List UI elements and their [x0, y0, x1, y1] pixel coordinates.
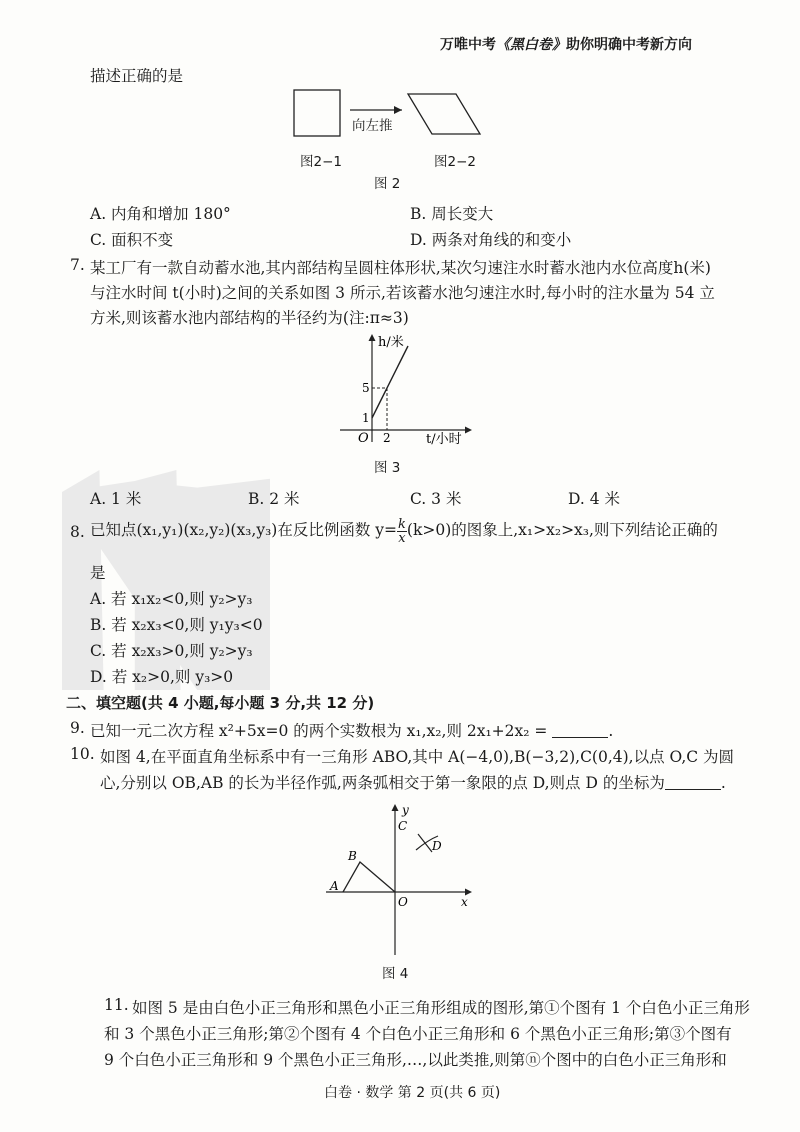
q9-end: . [608, 722, 614, 740]
q7-option-c: C. 3 米 [410, 490, 462, 508]
figure-3-graph [330, 330, 480, 450]
point-a: A [330, 879, 339, 893]
q7-option-b: B. 2 米 [248, 490, 300, 508]
q6-option-a: A. 内角和增加 180° [90, 205, 231, 223]
q6-tail: 描述正确的是 [90, 67, 184, 85]
q7-line-3: 方米,则该蓄水池内部结构的半径约为(注:π≈3) [90, 309, 409, 327]
header-suffix: 助你明确中考新方向 [566, 37, 692, 53]
q8-line-2: 是 [90, 564, 106, 582]
origin-label: O [358, 431, 369, 446]
q10-text: 心,分别以 OB,AB 的长为半径作弧,两条弧相交于第一象限的点 D,则点 D 的坐标为 [100, 774, 665, 792]
tick-5: 5 [362, 381, 370, 395]
arrow-label: 向左推 [352, 118, 393, 134]
q8-pre: 已知点(x₁,y₁)(x₂,y₂)(x₃,y₃)在反比例函数 y= [90, 521, 398, 539]
fraction [397, 518, 407, 545]
y-label: y [402, 803, 409, 817]
fig-2-caption: 图 2 [374, 176, 401, 192]
q7-number: 7. [70, 256, 85, 274]
y-axis-label: h/米 [378, 335, 404, 350]
y-axis-arrow-icon [392, 804, 399, 811]
q10-end: . [720, 774, 726, 792]
point-d: D [432, 839, 442, 853]
q6-option-c: C. 面积不变 [90, 231, 174, 249]
square-shape [294, 90, 340, 136]
q7-option-d: D. 4 米 [568, 490, 621, 508]
q8-option-c: C. 若 x₂x₃>0,则 y₂>y₃ [90, 642, 253, 660]
page-footer: 白卷 · 数学 第 2 页(共 6 页) [324, 1085, 501, 1101]
q10-number: 10. [70, 745, 95, 763]
fig-2-2-caption: 图2−2 [434, 154, 476, 170]
q8-option-b: B. 若 x₂x₃<0,则 y₁y₃<0 [90, 616, 263, 634]
point-c: C [398, 819, 408, 833]
tick-2: 2 [383, 431, 391, 445]
q7-option-a: A. 1 米 [90, 490, 142, 508]
tick-1: 1 [362, 411, 370, 425]
q9-line [90, 719, 613, 741]
q9-text: 已知一元二次方程 x²+5x=0 的两个实数根为 x₁,x₂,则 2x₁+2x₂ = [90, 722, 548, 740]
fig-4-caption: 图 4 [382, 966, 409, 982]
arrow-head-icon [394, 106, 402, 114]
point-o: O [398, 895, 408, 909]
q10-line-1: 如图 4,在平面直角坐标系中有一三角形 ABO,其中 A(−4,0),B(−3,2),C(0,4),以点 O,C 为圆 [100, 748, 735, 766]
data-line [372, 346, 408, 418]
q8-option-a: A. 若 x₁x₂<0,则 y₂>y₃ [90, 590, 253, 608]
q9-number: 9. [70, 719, 85, 737]
point-b: B [348, 849, 357, 863]
page-header [440, 34, 692, 54]
y-axis-arrow-icon [369, 334, 376, 341]
section-heading: 二、填空题(共 4 小题,每小题 3 分,共 12 分) [66, 694, 375, 712]
fraction-num: k [398, 516, 406, 532]
q6-option-b: B. 周长变大 [410, 205, 494, 223]
q10-answer-blank[interactable] [665, 775, 721, 790]
q8-post: (k>0)的图象上,x₁>x₂>x₃,则下列结论正确的 [406, 521, 718, 539]
triangle-abo [343, 862, 395, 892]
header-brand: 《黑白卷》 [496, 37, 566, 53]
parallelogram-shape [408, 94, 480, 134]
x-axis-arrow-icon [465, 427, 472, 434]
q8-number: 8. [70, 523, 85, 541]
q6-option-d: D. 两条对角线的和变小 [410, 231, 572, 249]
q7-line-2: 与注水时间 t(小时)之间的关系如图 3 所示,若该蓄水池匀速注水时,每小时的注水量为 54 立 [90, 284, 715, 302]
q8-option-d: D. 若 x₂>0,则 y₃>0 [90, 668, 234, 686]
q11-line-3: 9 个白色小正三角形和 9 个黑色小正三角形,…,以此类推,则第ⓝ个图中的白色小正三角形和 [104, 1051, 727, 1069]
q11-line-2: 和 3 个黑色小正三角形;第②个图有 4 个白色小正三角形和 6 个黑色小正三角形;第③个图有 [104, 1025, 732, 1043]
q11-number: 11. [104, 996, 129, 1014]
fraction-den: x [398, 530, 406, 546]
q10-line-2 [100, 771, 726, 793]
q9-answer-blank[interactable] [552, 723, 608, 738]
q7-line-1: 某工厂有一款自动蓄水池,其内部结构呈圆柱体形状,某次匀速注水时蓄水池内水位高度h(米) [90, 259, 711, 277]
x-label: x [461, 895, 468, 909]
q8-line-1 [90, 515, 718, 545]
q11-line-1: 如图 5 是由白色小正三角形和黑色小正三角形组成的图形,第①个图有 1 个白色小正三角形 [132, 999, 750, 1017]
figure-4-graph [320, 800, 480, 960]
header-prefix: 万唯中考 [440, 37, 496, 53]
fig-3-caption: 图 3 [374, 460, 401, 476]
fig-2-1-caption: 图2−1 [300, 154, 342, 170]
x-axis-label: t/小时 [426, 432, 462, 447]
